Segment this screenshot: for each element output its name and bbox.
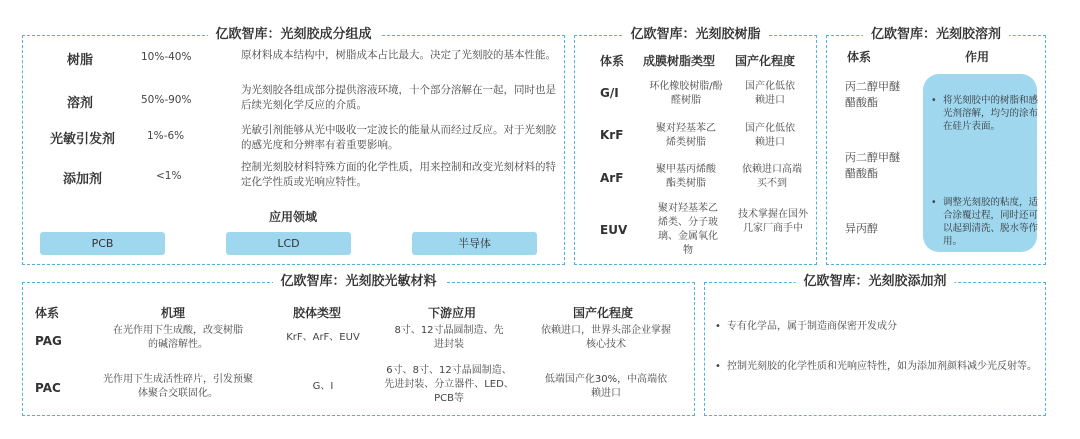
resin-system: G/I bbox=[600, 86, 619, 100]
additive-point-text: 专有化学品，属于制造商保密开发成分 bbox=[727, 321, 897, 332]
solvent-item: 丙二醇甲醚醋酸酯 bbox=[845, 80, 900, 109]
solvent-header-system: 体系 bbox=[847, 50, 872, 64]
solvent-title: 亿欧智库：光刻胶溶剂 bbox=[863, 26, 1009, 44]
composition-desc: 为光刻胶各组成部分提供溶液环境，十个部分溶解在一起，同时也是后续光刻化学反应的介质。 bbox=[241, 84, 556, 111]
solvent-item: 异丙醇 bbox=[845, 222, 878, 235]
additive-title: 亿欧智库：光刻胶添加剂 bbox=[795, 273, 954, 291]
photo-type: KrF、ArF、EUV bbox=[286, 332, 360, 343]
resin-type: 聚对羟基苯乙烯类树脂 bbox=[656, 123, 716, 148]
resin-header-level: 国产化程度 bbox=[735, 54, 796, 68]
photo-level: 依赖进口，世界头部企业掌握核心技术 bbox=[541, 325, 671, 350]
composition-name: 溶剂 bbox=[67, 96, 94, 111]
solvent-item: 丙二醇甲醚醋酸酯 bbox=[845, 151, 900, 180]
photo-title: 亿欧智库：光刻胶光敏材料 bbox=[272, 273, 444, 291]
photo-header-mechanism: 机理 bbox=[161, 306, 186, 320]
photo-app: 8寸、12寸晶圆制造、先进封装 bbox=[394, 325, 504, 350]
app-lcd: LCD bbox=[226, 232, 351, 255]
photo-header-app: 下游应用 bbox=[428, 306, 477, 320]
resin-system: KrF bbox=[600, 128, 624, 142]
resin-panel bbox=[574, 27, 817, 265]
additive-panel bbox=[704, 274, 1046, 416]
composition-name: 添加剂 bbox=[63, 172, 103, 187]
app-pcb: PCB bbox=[40, 232, 165, 255]
photo-level: 低端国产化30%，中高端依赖进口 bbox=[544, 374, 668, 399]
resin-type: 聚对羟基苯乙烯类、分子玻璃、金属氧化物 bbox=[658, 203, 718, 256]
composition-desc: 光敏引剂能够从光中吸收一定波长的能量从而经过反应。对于光刻胶的感光度和分辨率有着重要影响。 bbox=[241, 124, 556, 151]
composition-panel bbox=[22, 27, 565, 265]
composition-name: 树脂 bbox=[67, 53, 94, 68]
composition-pct: 1%-6% bbox=[147, 130, 185, 142]
composition-pct: <1% bbox=[156, 170, 182, 182]
resin-title: 亿欧智库：光刻胶树脂 bbox=[622, 26, 768, 44]
composition-desc: 原材料成本结构中，树脂成本占比最大。决定了光刻胶的基本性能。 bbox=[241, 49, 556, 61]
resin-header-system: 体系 bbox=[600, 54, 625, 68]
application-title: 应用领域 bbox=[268, 210, 317, 224]
resin-type: 环化橡胶树脂/酚醛树脂 bbox=[649, 81, 723, 106]
solvent-note bbox=[931, 196, 1039, 248]
additive-point bbox=[715, 320, 1042, 334]
photo-system: PAC bbox=[35, 381, 61, 395]
resin-level: 国产化低依赖进口 bbox=[745, 81, 795, 106]
resin-type: 聚甲基丙烯酸酯类树脂 bbox=[656, 164, 716, 189]
photo-panel bbox=[22, 274, 695, 416]
solvent-note bbox=[931, 94, 1039, 133]
solvent-header-function: 作用 bbox=[965, 50, 990, 64]
additive-point-text: 控制光刻胶的化学性质和光响应特性，如为添加剂颜料减少光反射等。 bbox=[727, 361, 1037, 372]
photo-type: G、I bbox=[312, 381, 334, 392]
composition-pct: 10%-40% bbox=[141, 51, 192, 63]
solvent-function-box bbox=[923, 74, 1037, 252]
resin-level: 依赖进口高端买不到 bbox=[742, 164, 802, 189]
composition-desc: 控制光刻胶材料特殊方面的化学性质，用来控制和改变光刻材料的特定化学性质或光响应特性。 bbox=[241, 161, 556, 188]
photo-header-type: 胶体类型 bbox=[293, 306, 342, 320]
solvent-panel bbox=[826, 27, 1046, 265]
resin-header-type: 成膜树脂类型 bbox=[643, 54, 716, 68]
composition-name: 光敏引发剂 bbox=[50, 132, 116, 147]
additive-point bbox=[715, 360, 1045, 374]
resin-level: 技术掌握在国外几家厂商手中 bbox=[738, 209, 808, 234]
resin-system: EUV bbox=[600, 223, 628, 237]
resin-system: ArF bbox=[600, 171, 624, 185]
solvent-note-text: 将光刻胶中的树脂和感光剂溶解，均匀的涂布在硅片表面。 bbox=[943, 95, 1039, 132]
resin-level: 国产化低依赖进口 bbox=[745, 123, 795, 148]
photo-system: PAG bbox=[35, 334, 62, 348]
photo-header-system: 体系 bbox=[35, 306, 60, 320]
solvent-note-text: 调整光刻胶的粘度，适合涂覆过程，同时还可以起到清洗、脱水等作用。 bbox=[943, 197, 1039, 247]
composition-pct: 50%-90% bbox=[141, 94, 192, 106]
photo-header-level: 国产化程度 bbox=[573, 306, 634, 320]
app-semiconductor: 半导体 bbox=[412, 232, 537, 255]
photo-app: 6寸、8寸、12寸晶圆制造、先进封装、分立器件、LED、PCB等 bbox=[384, 365, 514, 404]
photo-mechanism: 光作用下生成活性碎片，引发预聚体聚合交联固化。 bbox=[103, 374, 253, 399]
composition-title: 亿欧智库：光刻胶成分组成 bbox=[207, 26, 379, 44]
photo-mechanism: 在光作用下生成酸，改变树脂的碱溶解性。 bbox=[113, 325, 243, 350]
